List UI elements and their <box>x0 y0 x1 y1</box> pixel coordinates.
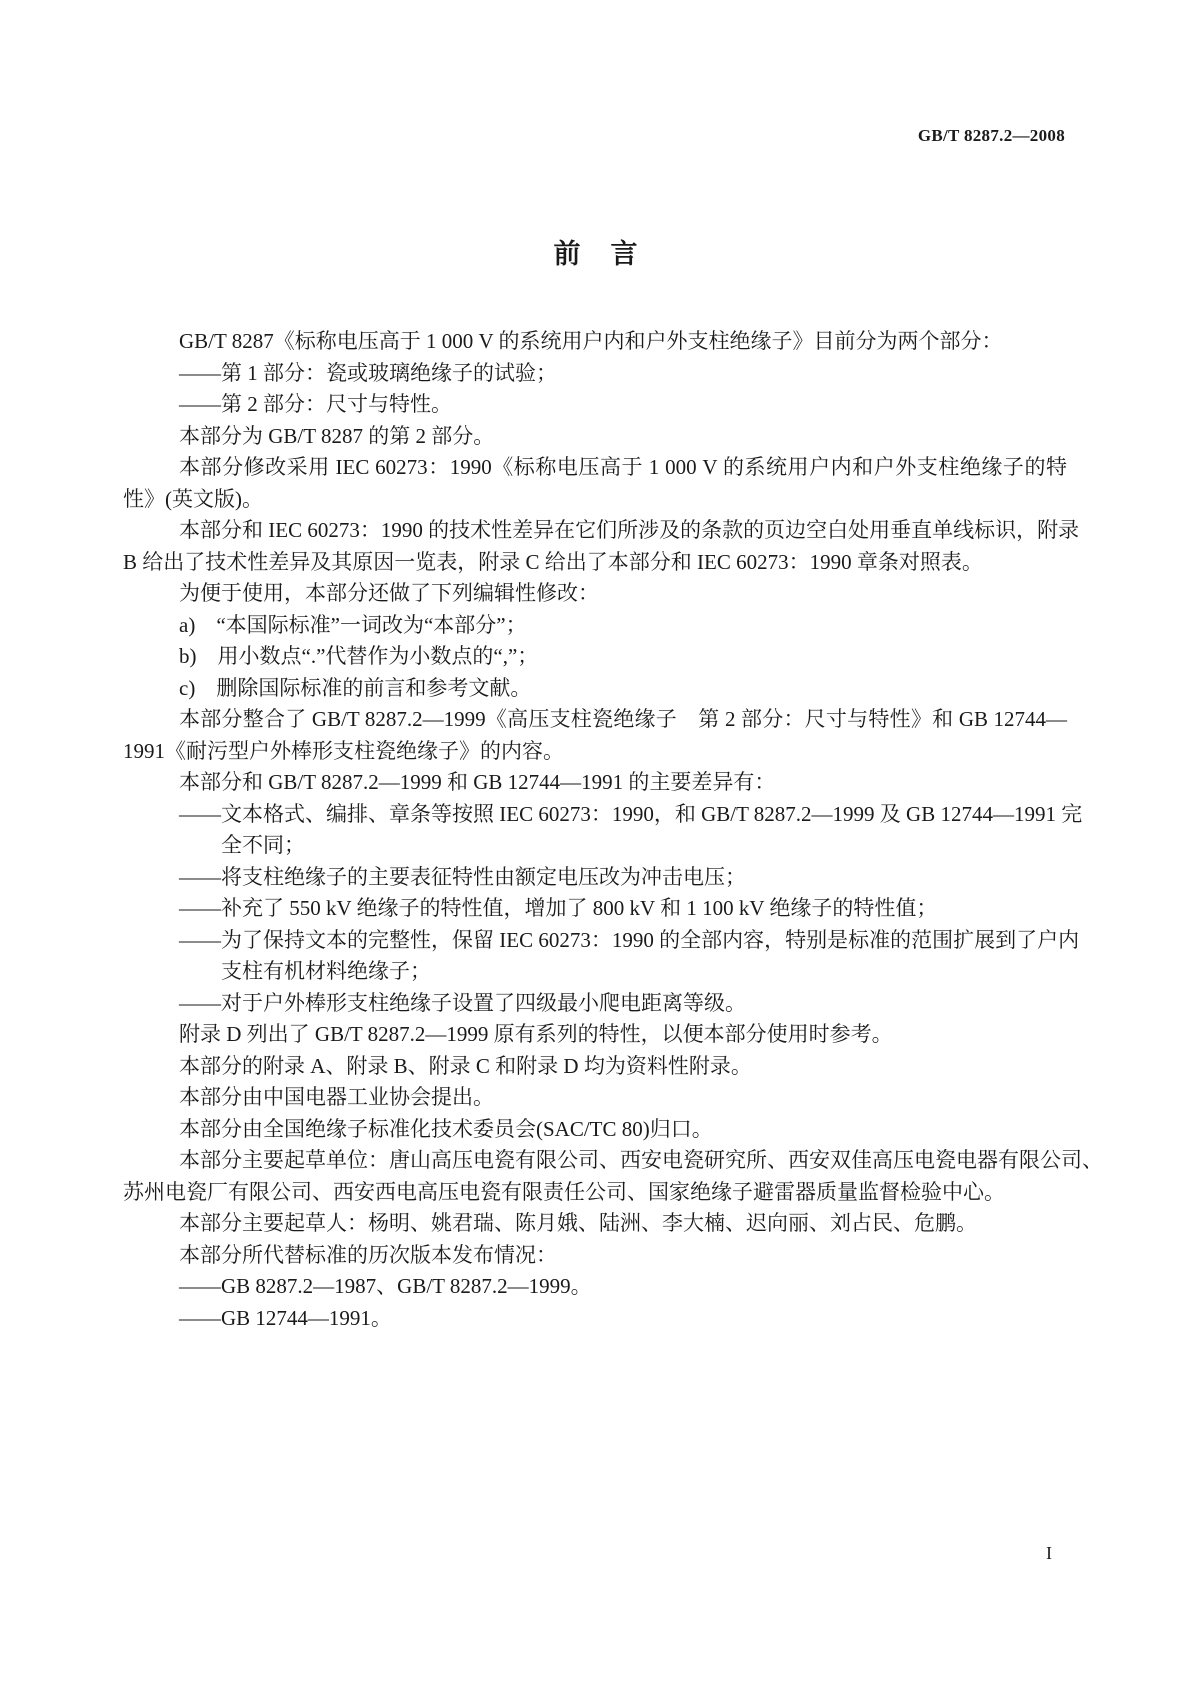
dash-item-line: 全不同； <box>221 833 305 857</box>
dash-item-line: ——第 2 部分：尺寸与特性。 <box>179 392 452 416</box>
dash-item-line: ——对于户外棒形支柱绝缘子设置了四级最小爬电距离等级。 <box>179 990 746 1015</box>
dash-item-line: ——文本格式、编排、章条等按照 IEC 60273：1990，和 GB/T 8287.2—1999 及 GB 12744—1991 完 <box>179 801 1083 826</box>
paragraph-line: 性》(英文版)。 <box>123 486 263 511</box>
paragraph-line: 本部分整合了 GB/T 8287.2—1999《高压支柱瓷绝缘子 第 2 部分：尺寸与特性》和 GB 12744— <box>179 707 1067 731</box>
dash-item-line: ——GB 8287.2—1987、GB/T 8287.2—1999。 <box>179 1274 592 1298</box>
paragraph-line: 本部分修改采用 IEC 60273：1990《标称电压高于 1 000 V 的系统用户内和户外支柱绝缘子的特 <box>179 455 1067 479</box>
dash-item-line: ——补充了 550 kV 绝缘子的特性值，增加了 800 kV 和 1 100 kV 绝缘子的特性值； <box>179 896 938 920</box>
paragraph-line: 本部分由全国绝缘子标准化技术委员会(SAC/TC 80)归口。 <box>179 1116 713 1141</box>
paragraph-line: 本部分所代替标准的历次版本发布情况： <box>179 1242 557 1267</box>
paragraph-line: 本部分主要起草单位：唐山高压电瓷有限公司、西安电瓷研究所、西安双佳高压电瓷电器有限公司、 <box>179 1148 1103 1172</box>
list-item-line: b) 用小数点“.”代替作为小数点的“,”； <box>179 644 539 668</box>
paragraph-line: GB/T 8287《标称电压高于 1 000 V 的系统用户内和户外支柱绝缘子》目前分为两个部分： <box>179 329 1003 353</box>
dash-item-line: ——为了保持文本的完整性，保留 IEC 60273：1990 的全部内容，特别是标准的范围扩展到了户内 <box>179 927 1080 952</box>
paragraph-line: 本部分的附录 A、附录 B、附录 C 和附录 D 均为资料性附录。 <box>179 1053 752 1078</box>
paragraph-line: 附录 D 列出了 GB/T 8287.2—1999 原有系列的特性，以便本部分使用时参考。 <box>179 1022 893 1046</box>
dash-item-line: ——GB 12744—1991。 <box>179 1305 392 1330</box>
page-number: I <box>1046 1543 1052 1563</box>
paragraph-line: B 给出了技术性差异及其原因一览表，附录 C 给出了本部分和 IEC 60273：1990 章条对照表。 <box>123 549 983 574</box>
paragraph-line: 本部分由中国电器工业协会提出。 <box>179 1085 494 1109</box>
list-item-line: a) “本国际标准”一词改为“本部分”； <box>179 612 527 637</box>
page-title: 前言 <box>553 239 668 269</box>
paragraph-line: 为便于使用，本部分还做了下列编辑性修改： <box>179 581 599 605</box>
paragraph-line: 本部分为 GB/T 8287 的第 2 部分。 <box>179 423 495 448</box>
paragraph-line: 本部分和 IEC 60273：1990 的技术性差异在它们所涉及的条款的页边空白处用垂直单线标识，附录 <box>179 518 1080 542</box>
paragraph-line: 1991《耐污型户外棒形支柱瓷绝缘子》的内容。 <box>123 738 564 763</box>
dash-item-line: ——将支柱绝缘子的主要表征特性由额定电压改为冲击电压； <box>179 864 746 889</box>
paragraph-line: 本部分主要起草人：杨明、姚君瑞、陈月娥、陆洲、李大楠、迟向丽、刘占民、危鹏。 <box>179 1211 977 1235</box>
paragraph-line: 苏州电瓷厂有限公司、西安西电高压电瓷有限责任公司、国家绝缘子避雷器质量监督检验中心。 <box>123 1179 1005 1204</box>
document-code-header: GB/T 8287.2—2008 <box>917 126 1065 145</box>
foreword-body <box>123 326 1103 1334</box>
dash-item-line: ——第 1 部分：瓷或玻璃绝缘子的试验； <box>179 360 557 385</box>
dash-item-line: 支柱有机材料绝缘子； <box>221 959 431 983</box>
paragraph-line: 本部分和 GB/T 8287.2—1999 和 GB 12744—1991 的主要差异有： <box>179 770 776 794</box>
list-item-line: c) 删除国际标准的前言和参考文献。 <box>179 675 532 700</box>
